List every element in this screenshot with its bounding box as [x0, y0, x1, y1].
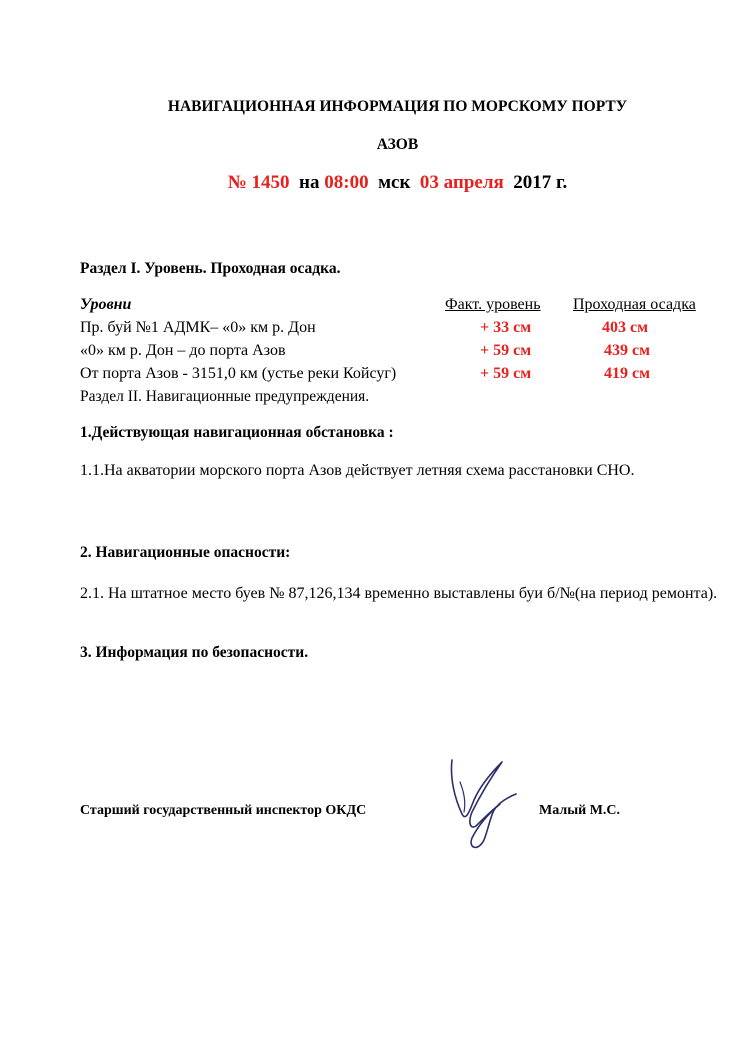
bulletin-date: 03 апреля — [419, 172, 504, 193]
bulletin-year: 2017 г. — [513, 172, 568, 193]
signer-position: Старший государственный инспектор ОКДС — [80, 803, 367, 818]
level-row-name: «0» км р. Дон – до порта Азов — [80, 342, 286, 359]
level-row-draft: 403 см — [602, 319, 648, 336]
section2-title: Раздел II. Навигационные предупреждения. — [80, 388, 370, 405]
bulletin-number: 1450 — [251, 172, 290, 193]
item2-1-text: 2.1. На штатное место буев № 87,126,134 временно выставлены буи б/№(на период ремонта). — [80, 585, 718, 602]
level-row — [80, 342, 720, 362]
item3-heading: 3. Информация по безопасности. — [80, 644, 309, 661]
document-title: НАВИГАЦИОННАЯ ИНФОРМАЦИЯ ПО МОРСКОМУ ПОРТУ — [167, 98, 628, 115]
level-row-draft: 419 см — [604, 365, 650, 382]
level-row-fact: + 59 см — [480, 342, 532, 359]
bulletin-number-line — [0, 172, 742, 194]
number-sign: № — [227, 172, 247, 193]
levels-column-header: Уровни — [80, 296, 132, 313]
level-row-fact: + 33 см — [480, 319, 532, 336]
fact-level-column-header: Факт. уровень — [445, 296, 541, 313]
timezone-label: мск — [378, 172, 411, 193]
item1-heading: 1.Действующая навигационная обстановка : — [80, 424, 394, 441]
item1-1-text: 1.1.На акватории морского порта Азов действует летняя схема расстановки СНО. — [80, 462, 635, 479]
level-row-name: Пр. буй №1 АДМК– «0» км р. Дон — [80, 319, 316, 336]
draft-column-header: Проходная осадка — [573, 296, 696, 313]
section1-title: Раздел I. Уровень. Проходная осадка. — [80, 260, 341, 277]
level-row — [80, 319, 720, 339]
signer-name: Малый М.С. — [539, 803, 621, 818]
level-row-fact: + 59 см — [480, 365, 532, 382]
port-name: АЗОВ — [376, 136, 419, 153]
item2-heading: 2. Навигационные опасности: — [80, 544, 291, 561]
level-row-name: От порта Азов - 3151,0 км (устье реки Койсуг) — [80, 365, 397, 382]
level-row — [80, 365, 720, 385]
handwritten-signature — [440, 752, 530, 857]
level-row-draft: 439 см — [604, 342, 650, 359]
at-label: на — [299, 172, 320, 193]
bulletin-time: 08:00 — [324, 172, 369, 193]
